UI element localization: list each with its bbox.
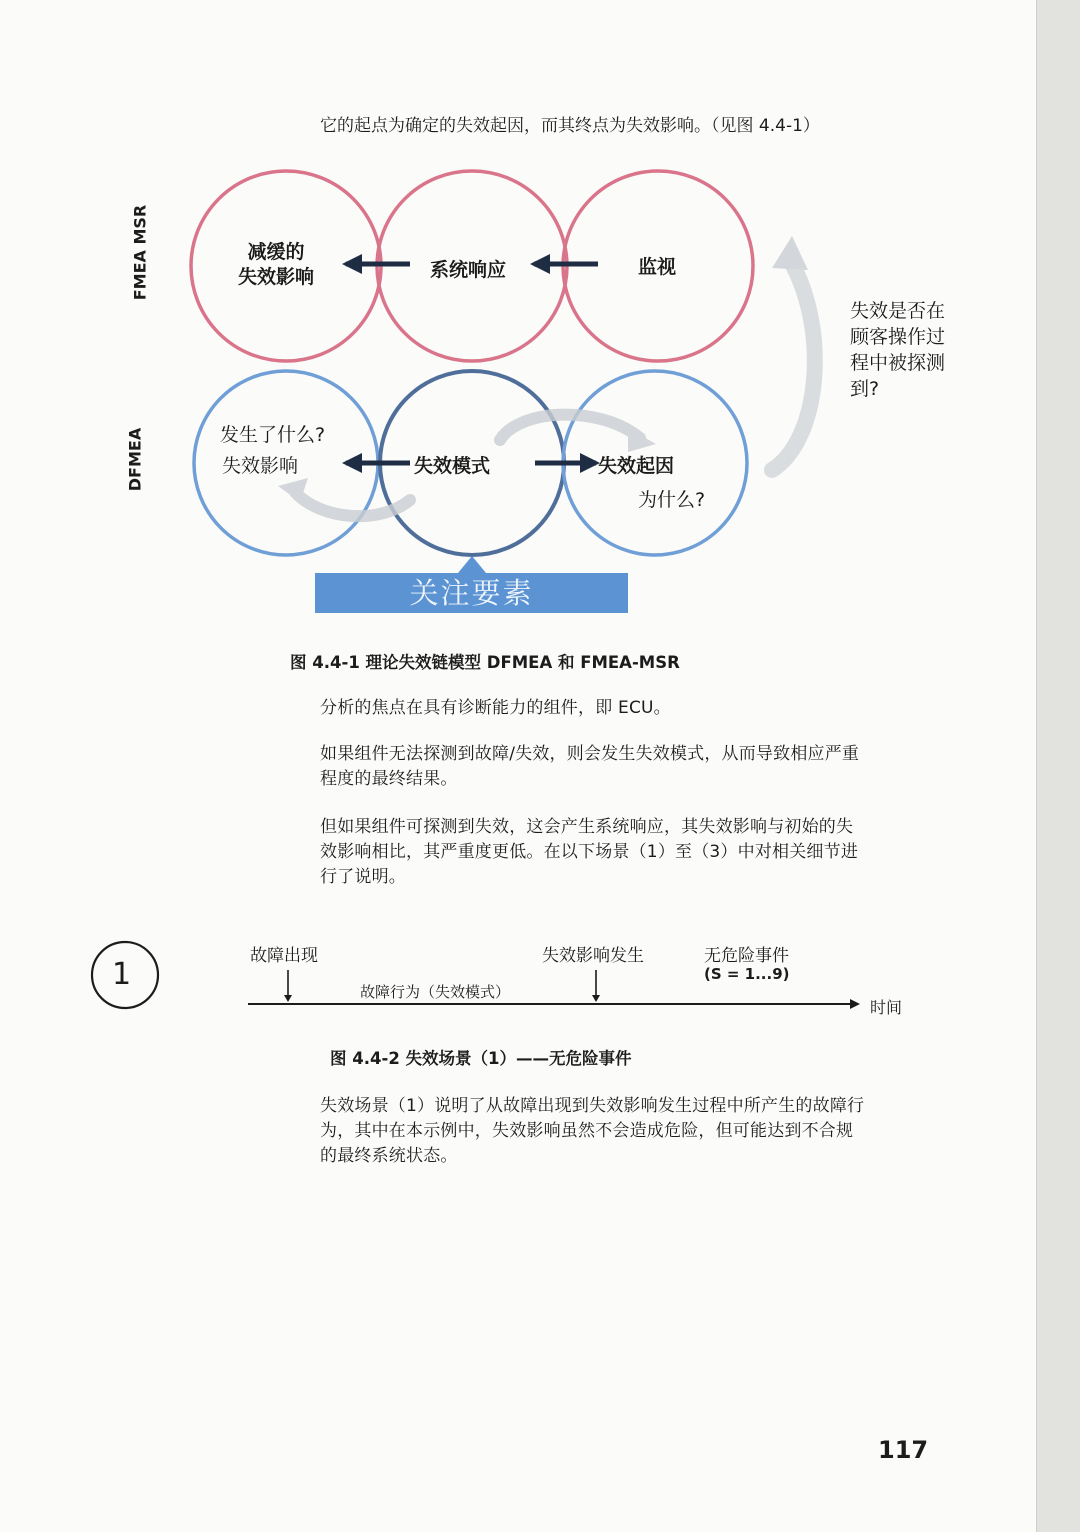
fault-tick-head [284, 995, 292, 1002]
time-axis-arrow [850, 999, 860, 1009]
detection-curved-arrow [772, 260, 815, 470]
label-dfmea: DFMEA [125, 427, 145, 492]
dfmea-right-text: 失效起因 [598, 455, 675, 477]
focus-arrow-head [458, 556, 486, 573]
dfmea-left-text: 失效影响 [222, 455, 299, 477]
detection-question: 失效是否在 顾客操作过 程中被探测 到? [850, 300, 946, 400]
scenario-number: 1 [112, 957, 132, 992]
curved-arrow-head-right [628, 428, 656, 452]
paragraph-detection: 但如果组件可探测到失效，这会产生系统响应，其失效影响与初始的失 效影响相比，其严重度更低。在以下场景（1）至（3）中对相关细节进 行了说明。 [320, 817, 859, 887]
msr-right-text: 监视 [638, 256, 677, 278]
paragraph-no-detection: 如果组件无法探测到故障/失效，则会发生失效模式，从而导致相应严重 程度的最终结果。 [320, 744, 860, 789]
focus-element-box: 关注要素 [315, 573, 628, 613]
figure2-caption: 图 4.4-2 失效场景（1）——无危险事件 [330, 1049, 632, 1068]
time-label: 时间 [870, 998, 903, 1017]
effect-tick-head [592, 995, 600, 1002]
msr-left-text: 减缓的 失效影响 [238, 241, 315, 288]
dfmea-left-question: 发生了什么? [220, 424, 326, 446]
figure1-caption: 图 4.4-1 理论失效链模型 DFMEA 和 FMEA-MSR [290, 653, 680, 672]
closing-paragraph: 失效场景（1）说明了从故障出现到失效影响发生过程中所产生的故障行 为，其中在本示例中，失效影响虽然不会造成危险，但可能达到不合规 的最终系统状态。 [320, 1096, 865, 1166]
curved-arrow-mode-to-effect [295, 492, 410, 516]
no-hazard-event-label: 无危险事件 [704, 946, 789, 966]
severity-range: (S = 1...9) [704, 965, 790, 983]
intro-text: 它的起点为确定的失效起因，而其终点为失效影响。（见图 4.4-1） [320, 116, 820, 136]
msr-middle-text: 系统响应 [430, 259, 507, 281]
fault-behavior-label: 故障行为（失效模式） [360, 983, 511, 1001]
page-number: 117 [878, 1436, 929, 1464]
dfmea-middle-text: 失效模式 [414, 455, 491, 477]
dfmea-right-question: 为什么? [638, 489, 706, 511]
label-fmea-msr: FMEA MSR [130, 204, 150, 301]
fault-occurs-label: 故障出现 [250, 946, 318, 966]
detection-arrow-head [772, 236, 808, 270]
paragraph-focus: 分析的焦点在具有诊断能力的组件，即 ECU。 [320, 698, 671, 718]
effect-occurs-label: 失效影响发生 [542, 946, 644, 966]
